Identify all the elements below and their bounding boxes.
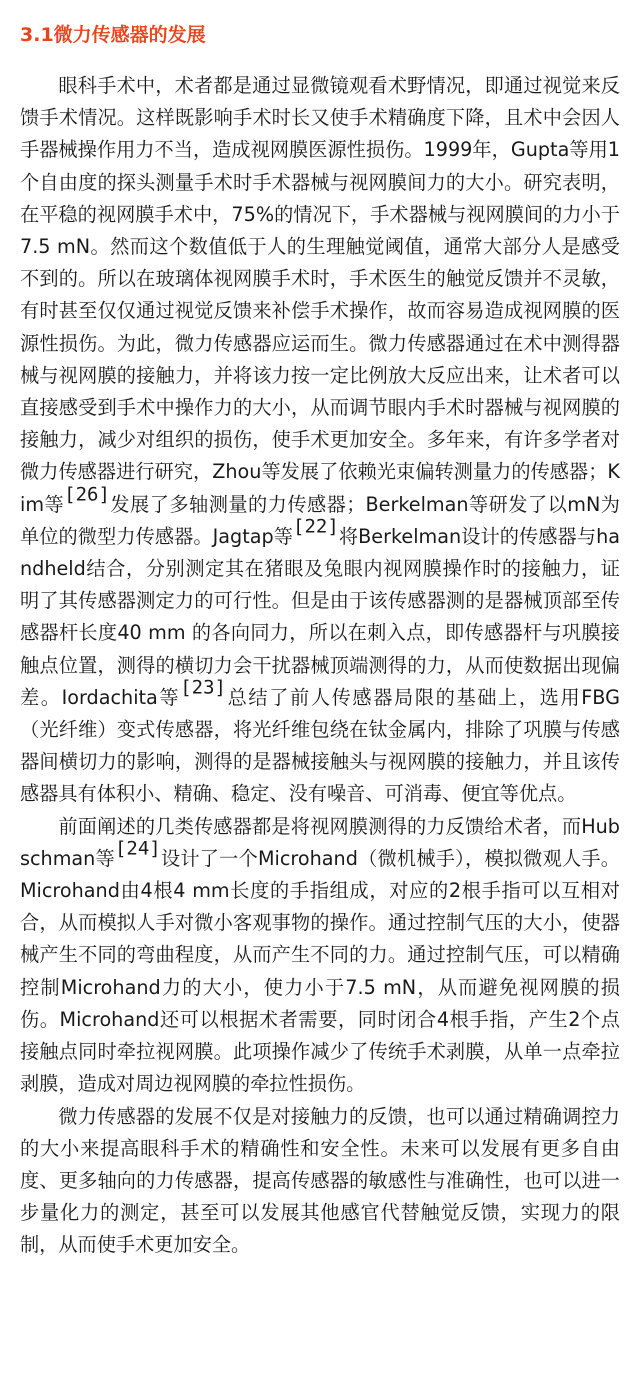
paragraph-text: 总结了前人传感器局限的基础上，选用FBG（光纤维）变式传感器，将光纤维包绕在钛金属内，排除了巩膜与传感器间横切力的影响，测得的是器械接触头与视网膜的接触力，并且该传感器具有体积小、精确、稳定、没有噪音、可消毒、便宜等优点。 xyxy=(20,685,620,806)
paragraph-3 xyxy=(20,1101,620,1262)
paragraph-text: 设计了一个Microhand（微机械手），模拟微观人手。Microhand由4根4 mm长度的手指组成，对应的2根手指可以互相对合，从而模拟人手对微小客观事物的操作。通过控制气压的大小，使器械产生不同的弯曲程度，从而产生不同的力。通过控制气压，可以精确控制Microhand力的大小，使力小于7.5 mN，从而避免视网膜的损伤。Microhand还可以根据术者需要，同时闭合4根手指，产生2个点接触点同时牵拉视网膜。此项操作减少了传统手术剥膜，从单一点牵拉剥膜，造成对周边视网膜的牵拉性损伤。 xyxy=(20,846,620,1096)
paragraph-text: 眼科手术中，术者都是通过显微镜观看术野情况，即通过视觉来反馈手术情况。这样既影响手术时长又使手术精确度下降，且术中会因人手器械操作用力不当，造成视网膜医源性损伤。1999年，Gupta等用1个自由度的探头测量手术时手术器械与视网膜间力的大小。研究表明，在平稳的视网膜手术中，75%的情况下，手术器械与视网膜间的力小于7.5 mN。然而这个数值低于人的生理触觉阈值，通常大部分人是感受不到的。所以在玻璃体视网膜手术时，手术医生的触觉反馈并不灵敏，有时甚至仅仅通过视觉反馈来补偿手术操作，故而容易造成视网膜的医源性损伤。为此，微力传感器应运而生。微力传感器通过在术中测得器械与视网膜的接触力，并将该力按一定比例放大反应出来，让术者可以直接感受到手术中操作力的大小，从而调节眼内手术时器械与视网膜的接触力，减少对组织的损伤，使手术更加安全。多年来，有许多学者对微力传感器进行研究，Zhou等发展了依赖光束偏转测量力的传感器；Kim等 xyxy=(20,74,620,516)
citation-marker: [24] xyxy=(114,837,161,860)
document-body xyxy=(20,20,620,1262)
citation-marker: [26] xyxy=(64,483,110,506)
paragraph-2 xyxy=(20,811,620,1101)
paragraph-text: 前面阐述的几类传感器都是将视网膜测得的力反馈给术者，而Hubschman等 xyxy=(20,814,620,870)
citation-marker: [23] xyxy=(180,676,226,699)
paragraph-text: 将Berkelman设计的传感器与handheld结合，分别测定其在猪眼及兔眼内视网膜操作时的接触力，证明了其传感器测定力的可行性。但是由于该传感器测的是器械顶部至传感器杆长度40 mm 的各向同力，所以在刺入点，即传感器杆与巩膜接触点位置，测得的横切力会干扰器械顶端测得的力，从而使数据出现偏差。Iordachita等 xyxy=(20,524,620,709)
paragraph-1 xyxy=(20,70,620,811)
section-heading: 3.1微力传感器的发展 xyxy=(20,24,206,46)
paragraph-text: 微力传感器的发展不仅是对接触力的反馈，也可以通过精确调控力的大小来提高眼科手术的精确性和安全性。未来可以发展有更多自由度、更多轴向的力传感器，提高传感器的敏感性与准确性，也可以进一步量化力的测定，甚至可以发展其他感官代替触觉反馈，实现力的限制，从而使手术更加安全。 xyxy=(20,1104,620,1257)
citation-marker: [22] xyxy=(293,515,339,538)
paragraph-text: 发展了多轴测量的力传感器；Berkelman等研发了以mN为单位的微型力传感器。Jagtap等 xyxy=(20,492,620,548)
